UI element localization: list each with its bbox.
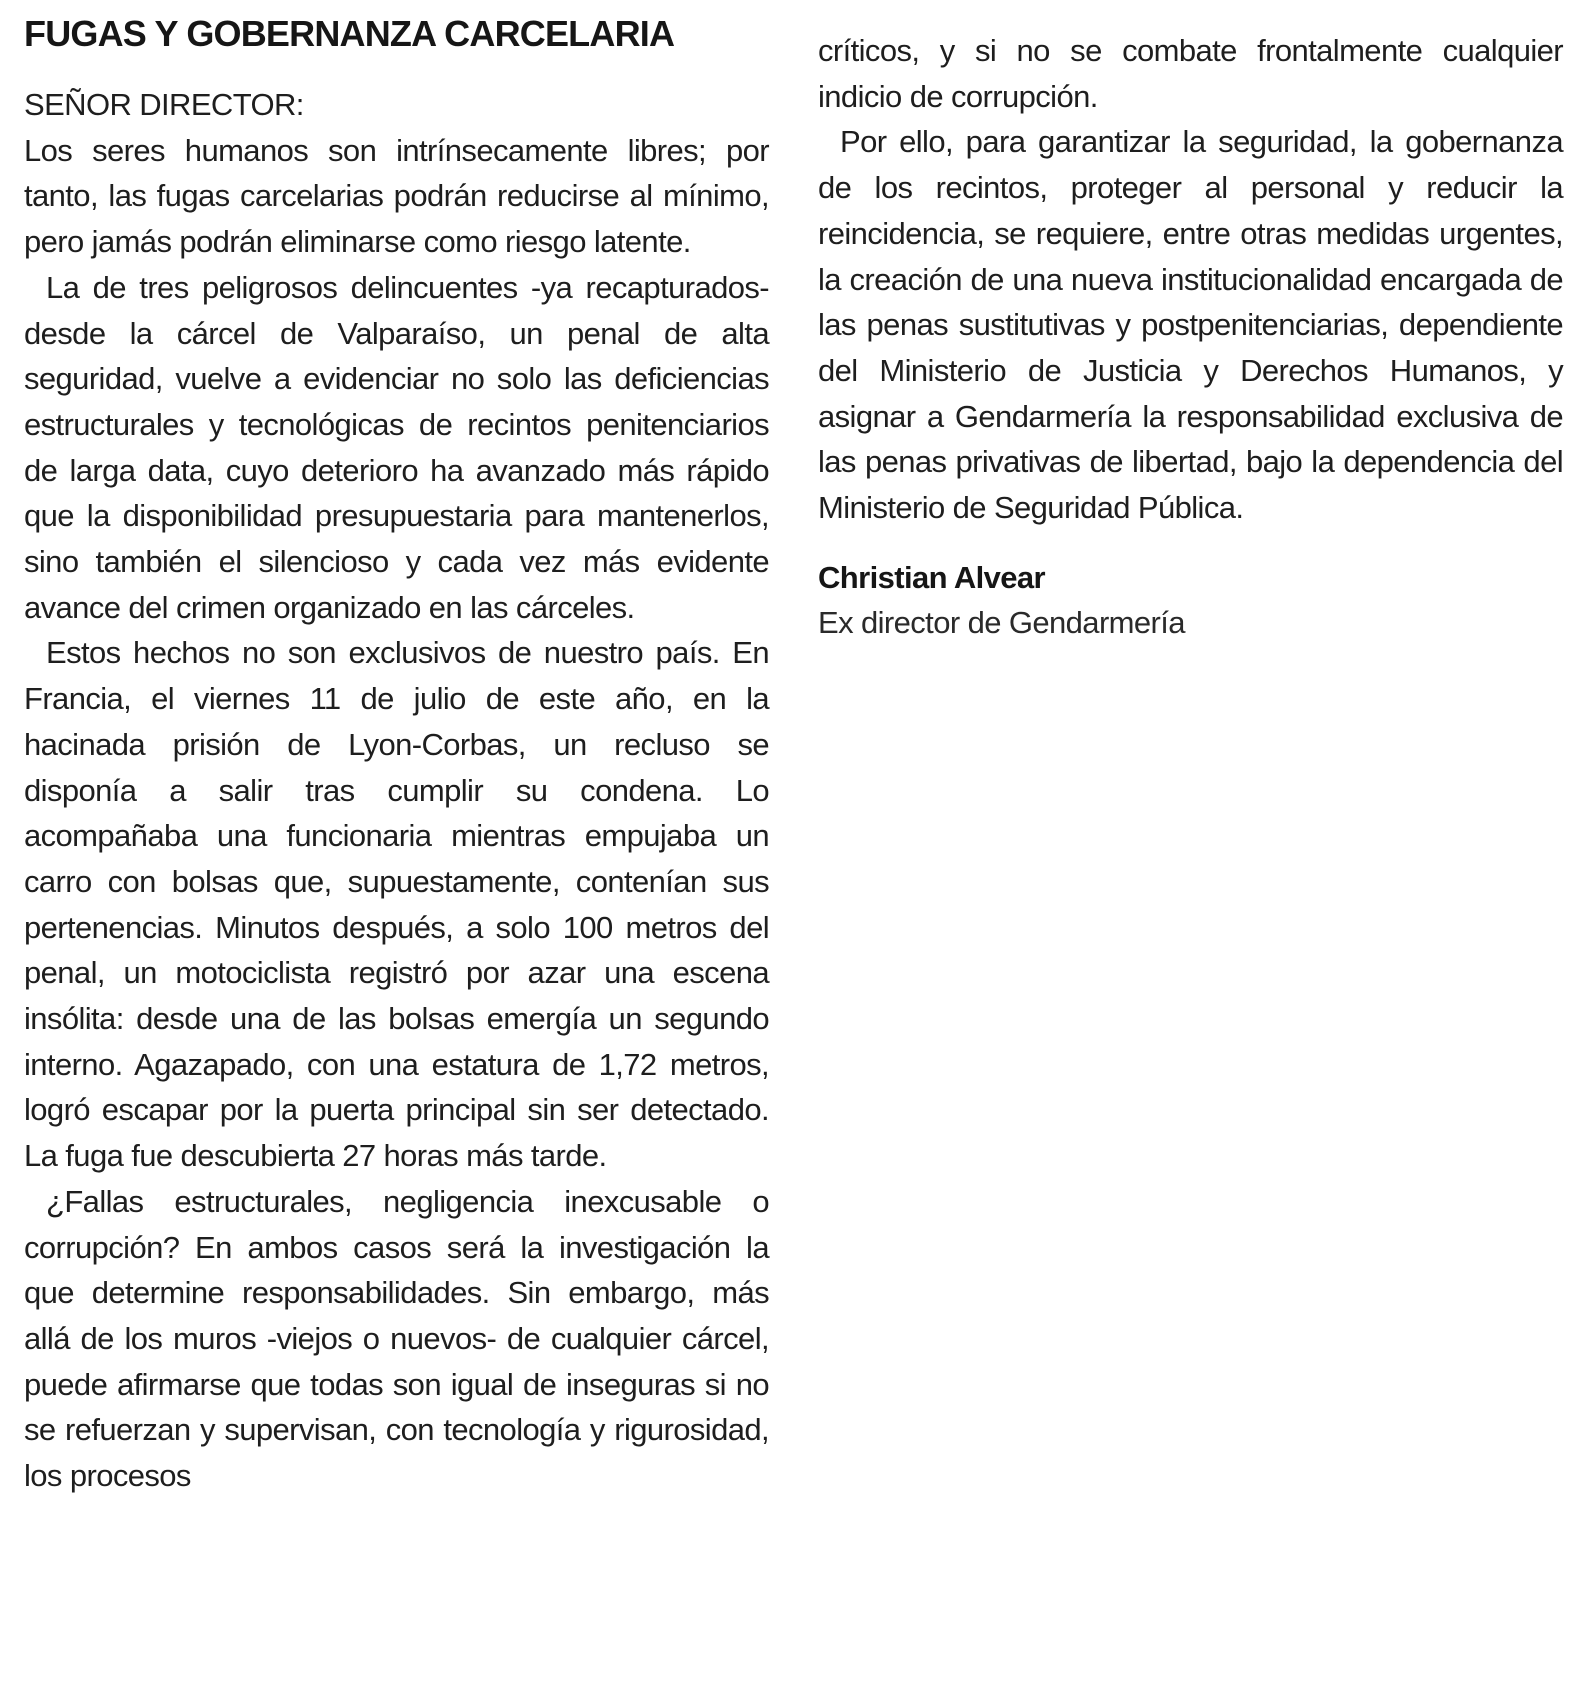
- paragraph-1: Los seres humanos son intrínsecamente libres; por tanto, las fugas carcelarias podrán reducirse al mínimo, pero jamás podrán eliminarse como riesgo latente.: [24, 132, 769, 260]
- paragraph-5: críticos, y si no se combate frontalmente cualquier indicio de corrupción.: [818, 33, 1563, 114]
- paragraph-4: ¿Fallas estructurales, negligencia inexcusable o corrupción? En ambos casos será la investigación la que determine responsabilidades. Sin embargo, más allá de los muros -viejos o nuevos- de cualquier cárcel, puede afirmarse que todas son igual de inseguras si no se refuerzan y supervisan, con tecnología y rigurosidad, los procesos: [24, 1183, 769, 1494]
- salutation: SEÑOR DIRECTOR:: [24, 87, 304, 122]
- author-name: Christian Alvear: [818, 559, 1046, 595]
- paragraph-2: La de tres peligrosos delincuentes -ya recapturados- desde la cárcel de Valparaíso, un penal de alta seguridad, vuelve a evidenciar no solo las deficiencias estructurales y tecnológicas de recintos penitenciarios de larga data, cuyo deterioro ha avanzado más rápido que la disponibilidad presupuestaria para mantenerlos, sino también el silencioso y cada vez más evidente avance del crimen organizado en las cárceles.: [24, 269, 769, 625]
- right-column: [818, 28, 1563, 646]
- author-title: Ex director de Gendarmería: [818, 605, 1185, 641]
- left-column: [24, 82, 769, 1499]
- paragraph-6: Por ello, para garantizar la seguridad, la gobernanza de los recintos, proteger al personal y reducir la reincidencia, se requiere, entre otras medidas urgentes, la creación de una nueva institucionalidad encargada de las penas sustitutivas y postpenitenciarias, dependiente del Ministerio de Justicia y Derechos Humanos, y asignar a Gendarmería la responsabilidad exclusiva de las penas privativas de libertad, bajo la dependencia del Ministerio de Seguridad Pública.: [818, 124, 1563, 526]
- paragraph-3: Estos hechos no son exclusivos de nuestro país. En Francia, el viernes 11 de julio de este año, en la hacinada prisión de Lyon-Corbas, un recluso se disponía a salir tras cumplir su condena. Lo acompañaba una funcionaria mientras empujaba un carro con bolsas que, supuestamente, contenían sus pertenencias. Minutos después, a solo 100 metros del penal, un motociclista registró por azar una escena insólita: desde una de las bolsas emergía un segundo interno. Agazapado, con una estatura de 1,72 metros, logró escapar por la puerta principal sin ser detectado. La fuga fue descubierta 27 horas más tarde.: [24, 635, 769, 1174]
- signature-block: [818, 555, 1563, 646]
- headline: FUGAS Y GOBERNANZA CARCELARIA: [24, 13, 675, 54]
